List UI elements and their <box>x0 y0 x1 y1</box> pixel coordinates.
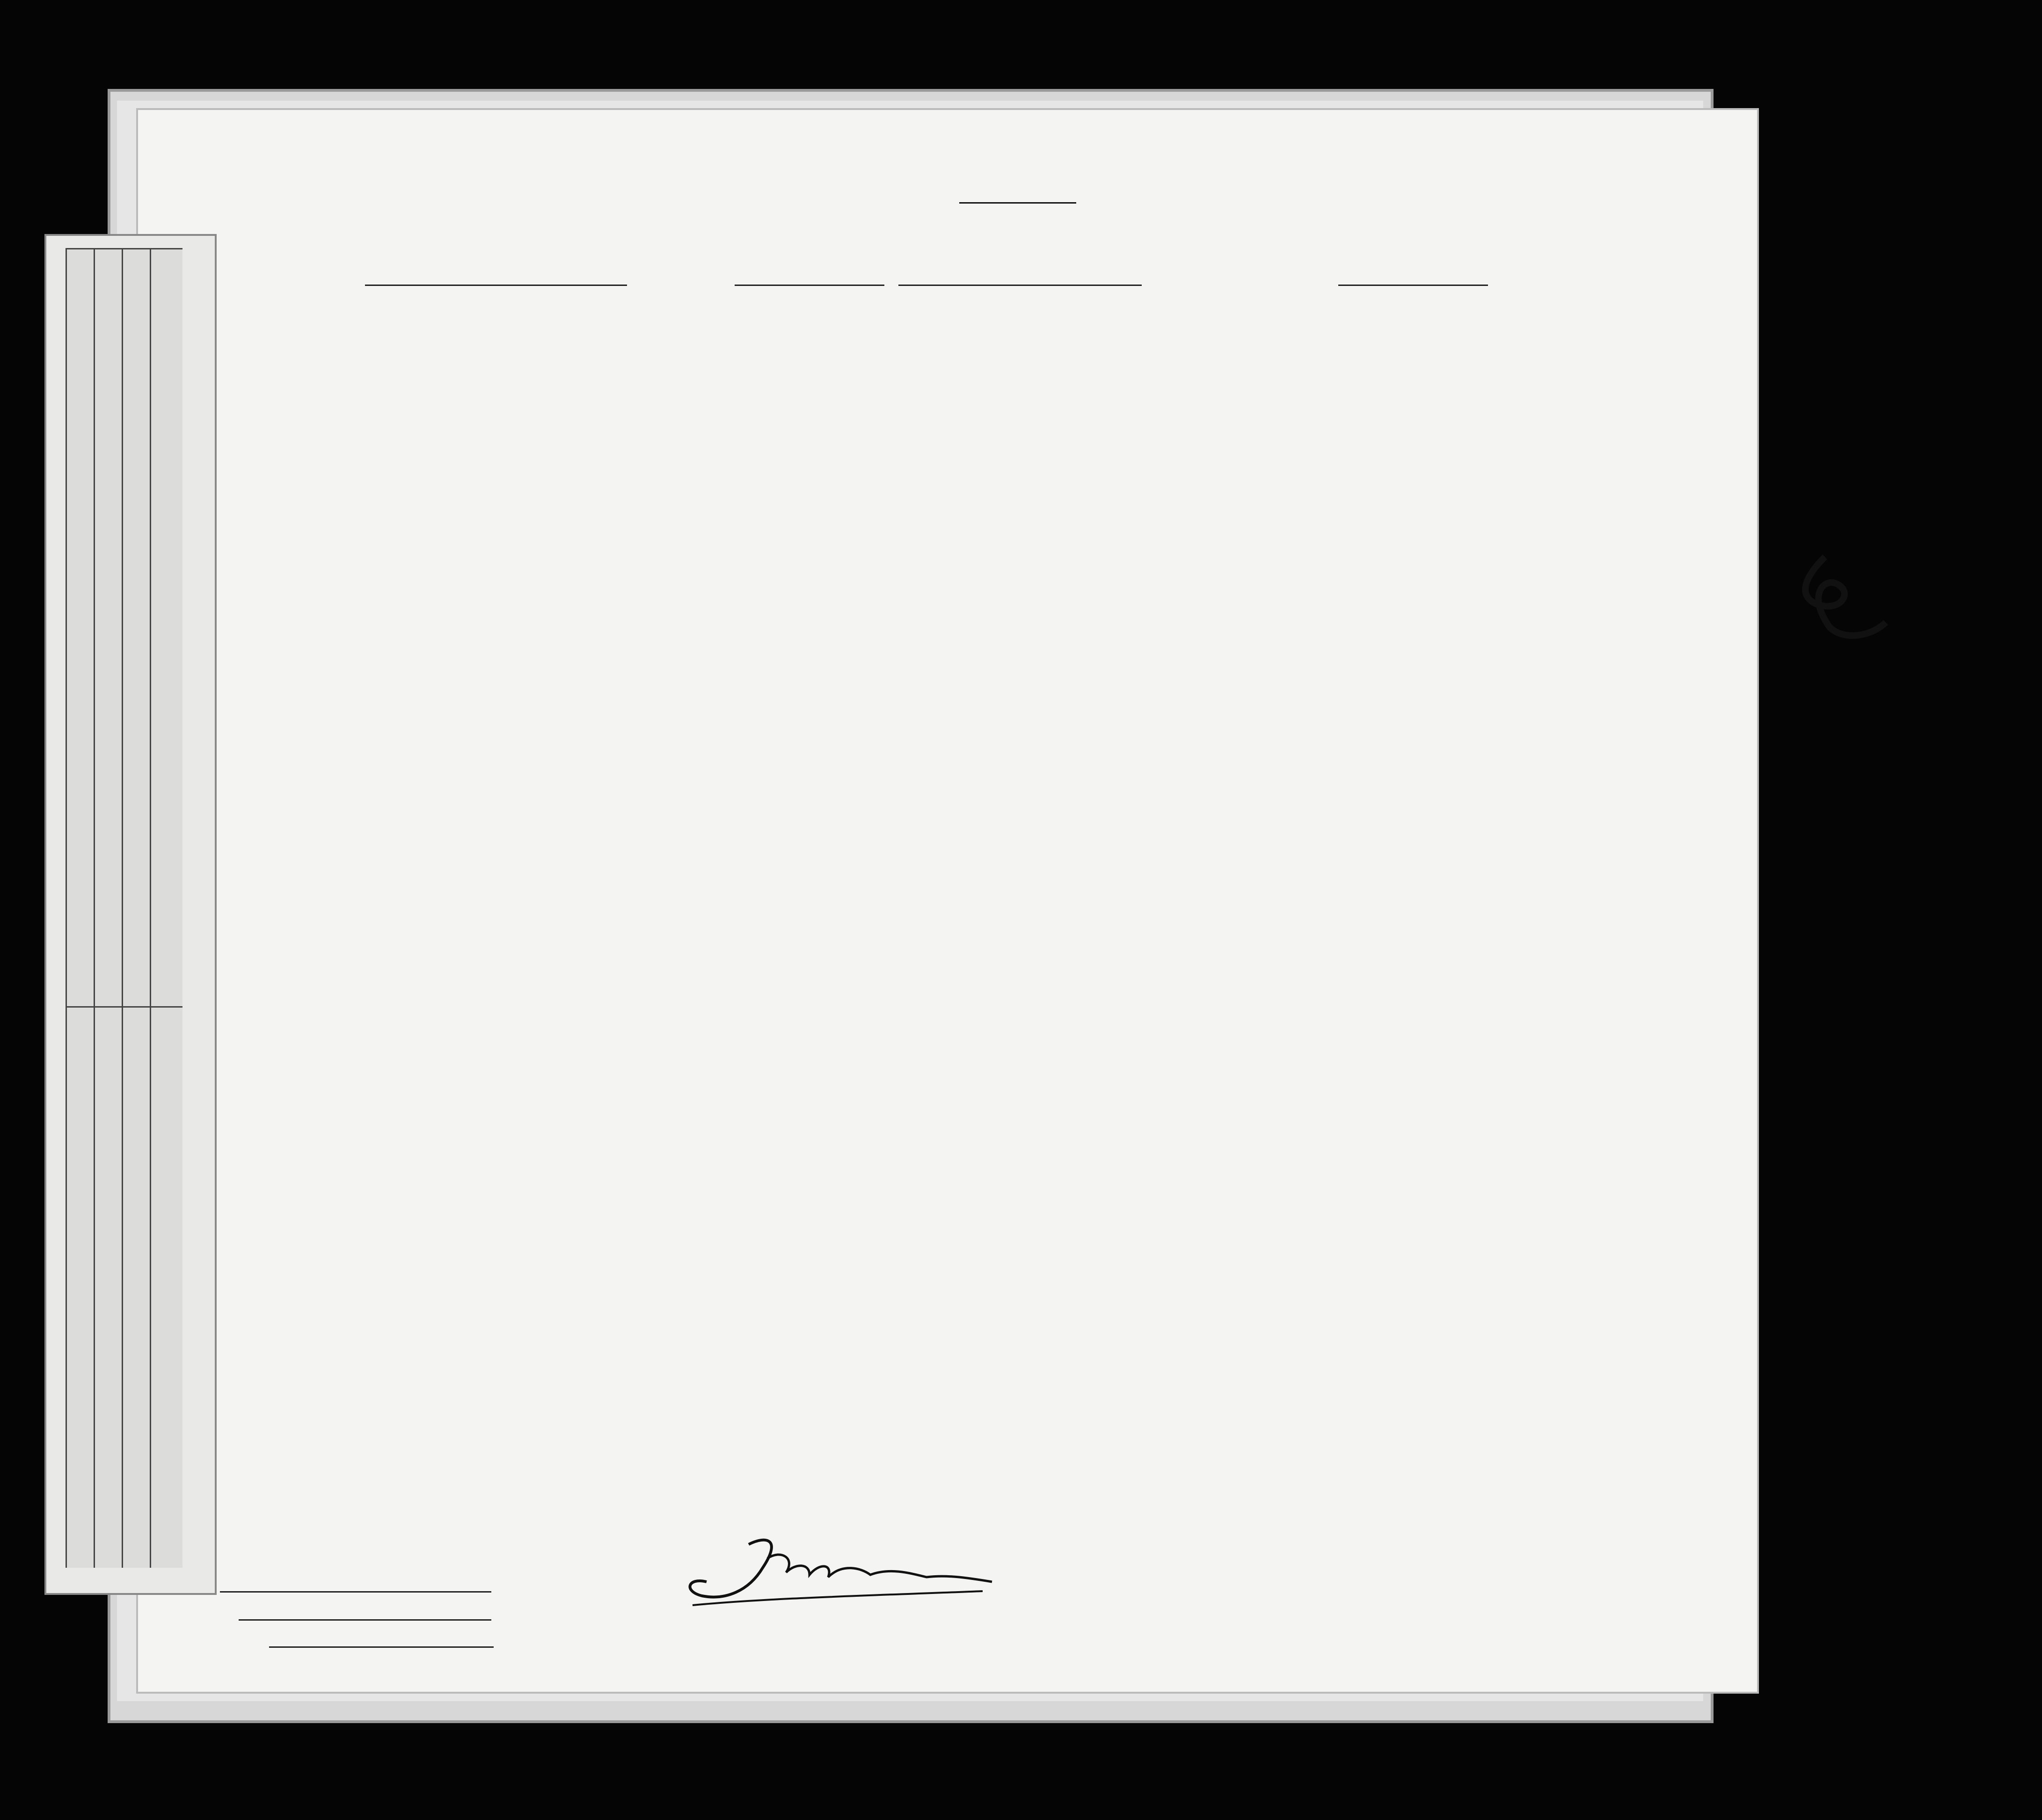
handwritten-margin-mark <box>1778 548 1900 651</box>
inspector-signature <box>674 1530 1001 1624</box>
